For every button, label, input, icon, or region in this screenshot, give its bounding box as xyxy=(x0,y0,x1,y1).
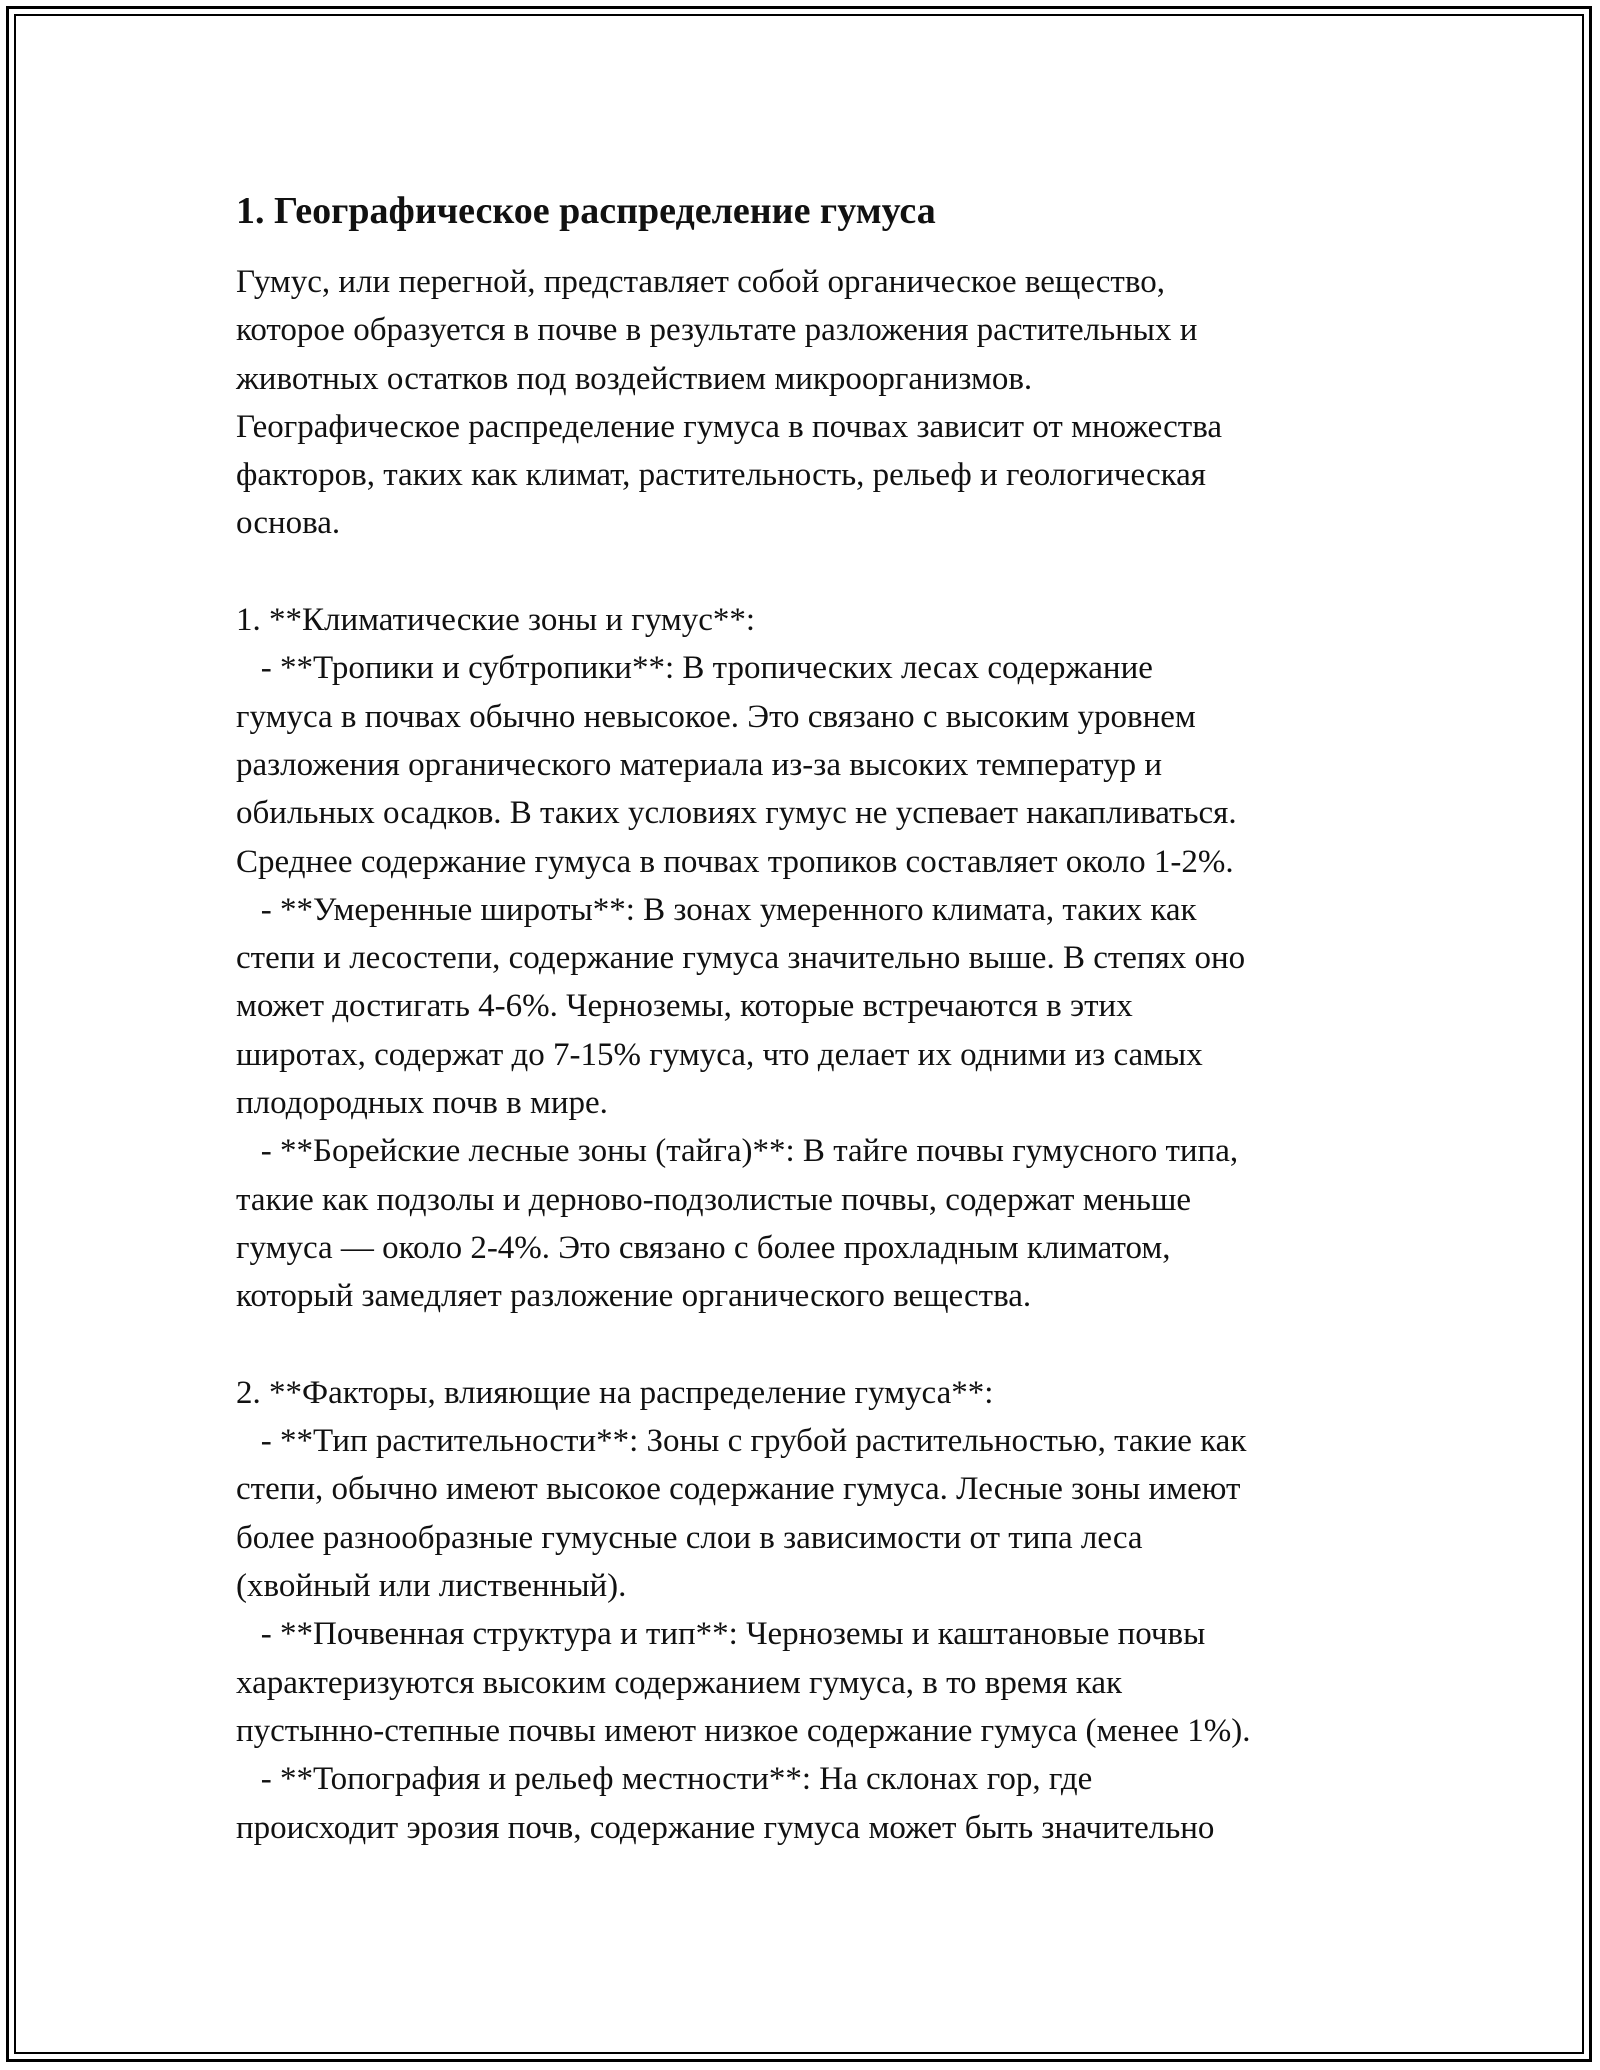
paragraph-spacer xyxy=(236,548,1396,596)
text-line: более разнообразные гумусные слои в зависимости от типа леса xyxy=(236,1519,1143,1556)
text-line: факторов, таких как климат, растительность, рельеф и геологическая xyxy=(236,457,1206,494)
section-heading: 1. Географическое распределение гумуса xyxy=(236,190,936,232)
text-line: обильных осадков. В таких условиях гумус не успевает накапливаться. xyxy=(236,795,1237,832)
text-line: широтах, содержат до 7-15% гумуса, что делает их одними из самых xyxy=(236,1036,1203,1073)
text-line: - **Почвенная структура и тип**: Черноземы и каштановые почвы xyxy=(236,1616,1206,1653)
text-line: - **Тип растительности**: Зоны с грубой растительностью, такие как xyxy=(236,1423,1247,1460)
text-line: (хвойный или лиственный). xyxy=(236,1568,627,1605)
text-line: - **Топография и рельеф местности**: На склонах гор, где xyxy=(236,1761,1093,1798)
document-body xyxy=(236,186,1396,1852)
text-line: - **Умеренные широты**: В зонах умеренного климата, таких как xyxy=(236,891,1197,928)
text-line: гумуса — около 2-4%. Это связано с более прохладным климатом, xyxy=(236,1229,1171,1266)
paragraph-spacer xyxy=(236,1321,1396,1369)
text-line: Географическое распределение гумуса в почвах зависит от множества xyxy=(236,408,1223,445)
intro-paragraph xyxy=(236,258,1396,548)
text-line: характеризуются высоким содержанием гумуса, в то время как xyxy=(236,1664,1123,1701)
list-item-heading: 2. **Факторы, влияющие на распределение гумуса**: xyxy=(236,1374,994,1411)
text-line: Среднее содержание гумуса в почвах тропиков составляет около 1-2%. xyxy=(236,843,1234,880)
text-line: степи, обычно имеют высокое содержание гумуса. Лесные зоны имеют xyxy=(236,1471,1241,1508)
text-line: плодородных почв в мире. xyxy=(236,1085,608,1122)
text-line: животных остатков под воздействием микроорганизмов. xyxy=(236,360,1033,397)
text-line: которое образуется в почве в результате разложения растительных и xyxy=(236,312,1198,349)
factors-section xyxy=(236,1369,1396,1852)
list-item-heading: 1. **Климатические зоны и гумус**: xyxy=(236,602,756,639)
climate-zones-section xyxy=(236,596,1396,1320)
text-line: такие как подзолы и дерново-подзолистые почвы, содержат меньше xyxy=(236,1181,1192,1218)
text-line: - **Тропики и субтропики**: В тропических лесах содержание xyxy=(236,650,1153,687)
text-line: основа. xyxy=(236,505,341,542)
text-line: - **Борейские лесные зоны (тайга)**: В тайге почвы гумусного типа, xyxy=(236,1133,1239,1170)
text-line: гумуса в почвах обычно невысокое. Это связано с высоким уровнем xyxy=(236,698,1196,735)
text-line: степи и лесостепи, содержание гумуса значительно выше. В степях оно xyxy=(236,940,1246,977)
text-line: разложения органического материала из-за высоких температур и xyxy=(236,746,1163,783)
text-line: Гумус, или перегной, представляет собой органическое вещество, xyxy=(236,264,1165,300)
text-line: пустынно-степные почвы имеют низкое содержание гумуса (менее 1%). xyxy=(236,1712,1251,1749)
text-line: может достигать 4-6%. Черноземы, которые встречаются в этих xyxy=(236,988,1133,1025)
document-text xyxy=(236,258,1396,1852)
text-line: происходит эрозия почв, содержание гумуса может быть значительно xyxy=(236,1809,1215,1846)
text-line: который замедляет разложение органического вещества. xyxy=(236,1278,1032,1315)
